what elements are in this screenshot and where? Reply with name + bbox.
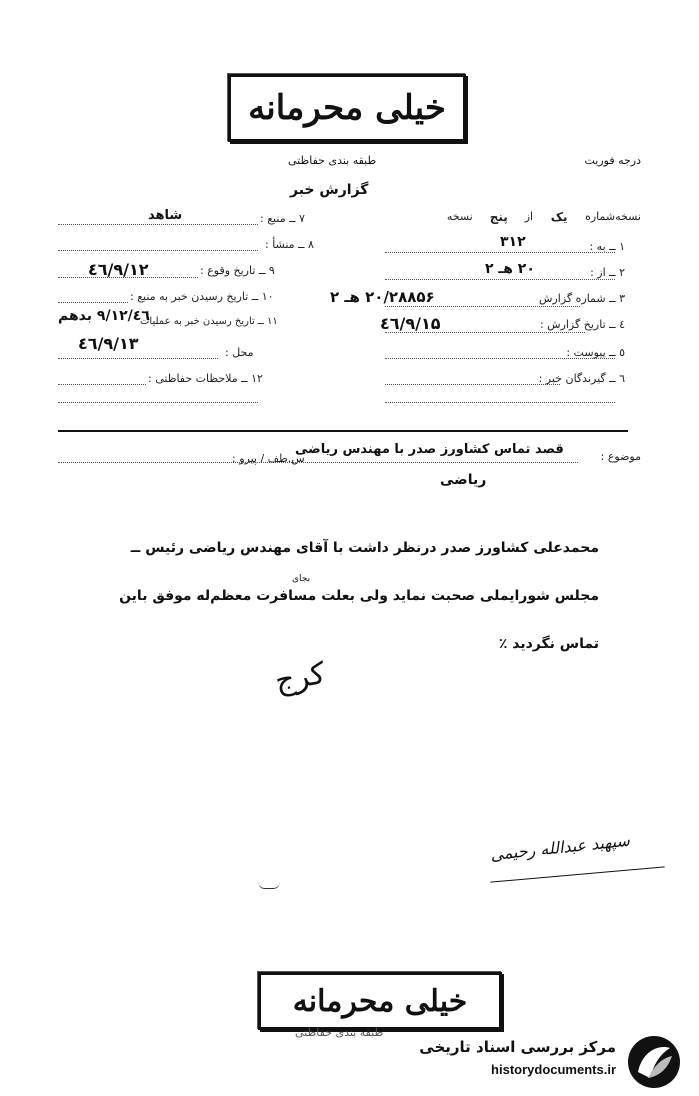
field-source-label: ۷ ــ منبع :	[260, 212, 305, 225]
signature: سپهبد عبدالله رحیمی	[489, 830, 631, 865]
field-source-receipt-label: ۱۰ ــ تاریخ رسیدن خبر به منبع :	[130, 290, 274, 303]
copy-of: از	[524, 210, 534, 223]
field-ops-receipt-label: ۱۱ ــ تاریخ رسیدن خبر به عملیات	[140, 316, 278, 327]
body-line-1: محمدعلی کشاورز صدر درنظر داشت با آقای مهندس ریاضی رئیس ــ	[130, 540, 599, 556]
field-from-label: ۲ ــ از :	[590, 266, 625, 279]
subject-text: قصد تماس کشاورز صدر با مهندس ریاضی	[295, 442, 564, 457]
field-location-value: ٤٦/۹/۱۳	[78, 334, 139, 353]
field-report-number-value: ۲۰/۲۸۸۵۶ هـ ۲	[330, 288, 435, 306]
section-divider	[58, 430, 628, 432]
logo-icon	[624, 1034, 684, 1090]
pen-mark	[258, 882, 280, 889]
classification-stamp-bottom	[258, 972, 502, 1030]
field-report-number-label: ۳ ــ شماره گزارش	[539, 292, 625, 305]
copy-number: یک	[550, 210, 568, 224]
field-origin-line	[58, 250, 258, 251]
field-to-line	[385, 252, 615, 253]
field-recipients-label: ٦ ــ گیرندگان خبر :	[538, 372, 625, 385]
field-report-number-line	[385, 306, 580, 307]
copy-label: نسخه‌شماره	[585, 210, 641, 223]
subject-line	[58, 462, 578, 463]
field-location-line	[58, 358, 218, 359]
field-security-notes-label: ۱۲ ــ ملاحظات حفاظتی :	[148, 372, 263, 385]
watermark-url: historydocuments.ir	[491, 1062, 616, 1077]
classification-label-bottom: طبقه بندی حفاظتی	[295, 1026, 384, 1039]
field-recipients-line	[385, 384, 560, 385]
signature-underline	[490, 866, 664, 882]
field-recipients-line-2	[385, 402, 615, 403]
body-line-2: مجلس شورایملی صحبت نماید ولی بعلت مسافرت معظم‌له موفق باین	[119, 588, 599, 604]
copy-total: پنج	[489, 210, 508, 224]
field-origin-label: ۸ ــ منشأ :	[265, 238, 314, 251]
field-from-value: ۲۰ هـ ۲	[485, 261, 535, 277]
classification-stamp-top	[228, 74, 466, 142]
field-source-receipt-line	[58, 302, 128, 303]
watermark-title: مرکز بررسی اسناد تاریخی	[419, 1038, 616, 1056]
handwritten-initials: کرج	[272, 655, 328, 700]
field-report-date-value: ٤٦/۹/۱۵	[380, 314, 441, 333]
field-attachment-line	[385, 358, 615, 359]
field-ops-receipt-value: ٤٦/۹/۱۲ بدهم	[58, 308, 150, 324]
field-attachment-label: ٥ ــ پیوست :	[566, 346, 625, 359]
subject-suffix: س.طف / پیرو :	[232, 452, 305, 465]
body-insert: بجای	[292, 574, 311, 584]
field-security-notes-line-2	[58, 402, 258, 403]
field-to-label: ۱ ــ به :	[589, 240, 625, 253]
subject-label: موضوع :	[600, 450, 641, 463]
field-event-date-label: ۹ ــ تاریخ وقوع :	[200, 264, 275, 277]
field-from-line	[385, 279, 615, 280]
classification-stamp-bottom-text: خیلی محرمانه	[292, 983, 468, 1019]
body-line-3: تماس نگردید ٪	[498, 636, 599, 652]
field-location-label: محل :	[225, 346, 254, 359]
field-to-value: ۳۱۲	[500, 234, 526, 250]
field-security-notes-line	[58, 384, 146, 385]
classification-label: طبقه بندی حفاظتی	[288, 154, 377, 167]
classification-stamp-text: خیلی محرمانه	[248, 88, 446, 128]
field-report-date-label: ٤ ــ تاریخ گزارش :	[539, 318, 625, 331]
field-source-line	[58, 224, 258, 225]
report-title: گزارش خبر	[290, 182, 369, 198]
subject-text-line2: ریاضی	[440, 472, 487, 488]
urgency-label: درجه فوریت	[584, 154, 641, 167]
copy-word: نسخه	[446, 210, 473, 223]
watermark	[419, 1034, 688, 1090]
field-source-value: شاهد	[148, 208, 183, 223]
copy-number-line	[371, 210, 641, 224]
field-event-date-value: ٤٦/۹/۱۲	[88, 260, 149, 279]
